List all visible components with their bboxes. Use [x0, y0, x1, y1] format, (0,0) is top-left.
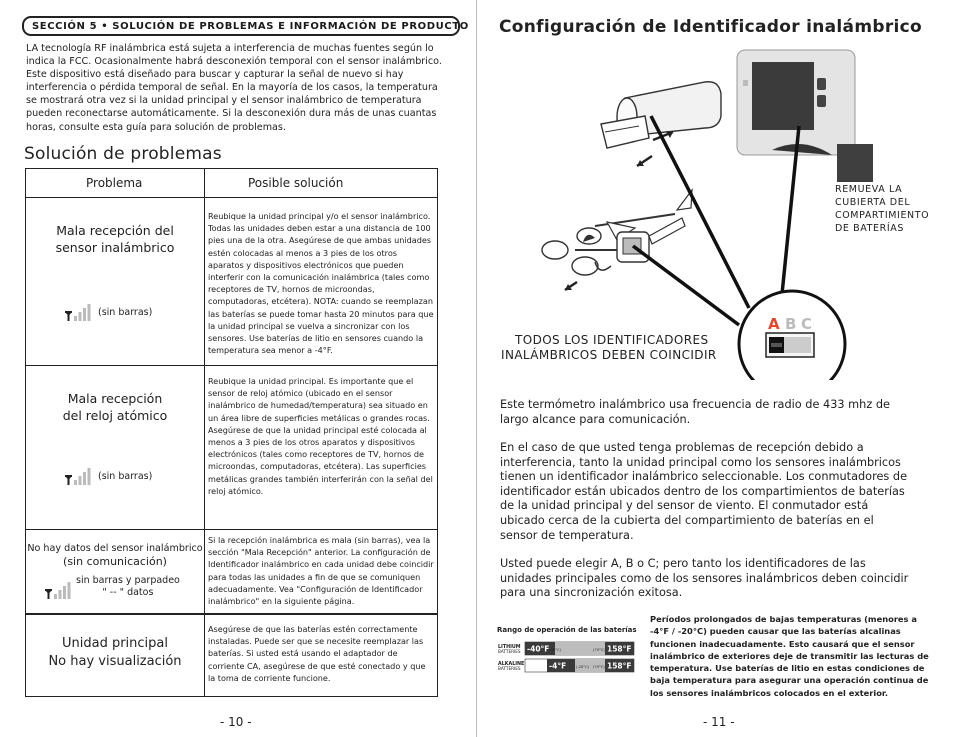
problem-title: sensor inalámbrico [55, 240, 175, 255]
table-row [26, 529, 437, 613]
alkaline-max-c: (70°C) [593, 665, 605, 669]
problem-title: Mala recepción del [56, 223, 174, 238]
page-number: - 11 - [703, 715, 735, 729]
problem-title: Unidad principal [61, 636, 168, 651]
solution-cell: Reubique la unidad principal. Es importante que el sensor de reloj atómico (ubicado en el sensor inalámbrico de humedad/temperatura) sea situado en un área libre de superficies metálicas o grandes rocas. Asegúrese de que la unidad principal esté colocada al menos a 3 pies de los otros aparatos y dispositivos electrónicos (tales como receptores de TV, hornos de microondas, computadoras, etcétera). Las superficies metálicas grandes también interferirán con la señal del reloj atómico. [208, 376, 433, 496]
table-row [26, 365, 437, 529]
right-page [477, 0, 954, 737]
lithium-label: LITHIUM [498, 645, 521, 650]
switch-option-c: C [801, 315, 813, 333]
problem-title: del reloj atómico [62, 408, 168, 423]
table-row [26, 197, 437, 365]
switch-option-a: A [768, 315, 780, 333]
signal-indicator [64, 302, 152, 322]
label-line: INALÁMBRICOS DEBEN COINCIDIR [501, 348, 717, 362]
problem-title: Mala recepción [67, 391, 163, 406]
ids-must-match-label [501, 333, 717, 362]
solution-cell: Reubique la unidad principal y/o el sensor inalámbrico. Todas las unidades deben estar a una distancia de 100 pies una de la otra. Asegúrese de que ambas unidades estén colocadas al menos a 3 pies de los otros aparatos y dispositivos electrónicos que pueden interferir con la comunicación inalámbrica (tales como receptores de TV, hornos de microondas, computadoras, etcétera). NOTA: cuando se reemplazan las baterías se puede tomar hasta 20 minutos para que la unidad principal se vuelva a sincronizar con los sensores. Use baterías de litio en sensores cuando la temperatura sea menor a -4°F. [208, 211, 434, 356]
table-row [26, 613, 437, 696]
problem-title: No hay datos del sensor inalámbrico [27, 543, 203, 554]
signal-text [76, 575, 180, 599]
switch-option-b: B [785, 315, 797, 333]
signal-bars-icon [64, 302, 94, 322]
column-header-problem: Problema [86, 176, 143, 190]
signal-text: (sin barras) [98, 470, 153, 482]
signal-indicator [44, 574, 180, 600]
alkaline-max: 158°F [607, 661, 632, 671]
page-number: - 10 - [220, 715, 252, 729]
signal-text: (sin barras) [98, 306, 153, 318]
alkaline-min: -4°F [549, 661, 567, 671]
wireless-id-heading: Configuración de Identificador inalámbrico [499, 17, 922, 37]
paragraph-abc: Usted puede elegir A, B o C; pero tanto los identificadores de las unidades principales como de los sensores inalámbricos deben coincidir para una sincronización exitosa. [500, 557, 909, 600]
problem-cell [26, 390, 204, 424]
lithium-min-c: (-40°C) [548, 648, 561, 652]
column-header-solution: Posible solución [248, 176, 344, 190]
alkaline-label: ALKALINE [498, 662, 525, 667]
lithium-max: 158°F [607, 644, 632, 654]
alkaline-min-c: (-20°C) [576, 665, 589, 669]
label-line: CUBIERTA DEL [835, 197, 911, 208]
alkaline-label: BATTERIES [498, 666, 521, 671]
signal-bars-icon [64, 466, 94, 486]
battery-range-title: Rango de operación de las baterías [497, 626, 637, 634]
problem-cell [26, 222, 204, 256]
section-header: SECCIÓN 5 • SOLUCIÓN DE PROBLEMAS E INFORMACIÓN DE PRODUCTO [22, 16, 460, 36]
troubleshooting-table [25, 168, 438, 697]
remove-cover-label [835, 184, 929, 234]
signal-line: sin barras y parpadeo [76, 575, 180, 586]
cold-temperature-note: Períodos prolongados de bajas temperaturas (menores a -4°F / -20°C) pueden causar que las baterías alcalinas funcionen inadecuadamente. Esto causará que el sensor inalámbrico de exteriores deje de transmitir las lecturas de temperatura. Use baterías de litio en estas condiciones de baja temperatura para asegurar una operación continua de los sensores inalámbricos colocados en el exterior. [650, 614, 929, 698]
solution-cell: Asegúrese de que las baterías estén correctamente instaladas. Puede ser que se necesite reemplazar las baterías. Si usted está usando el adaptador de corriente CA, asegúrese de que esté conectado y que la toma de corriente funcione. [208, 624, 426, 683]
paragraph-interference: En el caso de que usted tenga problemas de recepción debido a interferencia, tanto la unidad principal como los sensores inalámbricos tienen un identificador inalámbrico seleccionable. Los conmutadores de identificador están ubicados dentro de los compartimientos de baterías de la unidad principal y del sensor de viento. El conmutador está ubicado cerca de la cubierta del compartimiento de baterías en el sensor de temperatura. [500, 441, 908, 542]
problem-cell [26, 635, 204, 671]
id-switch-magnified [739, 291, 845, 380]
intro-paragraph: LA tecnología RF inalámbrica está sujeta a interferencia de muchas fuentes según lo indica la FCC. Ocasionalmente habrá desconexión temporal con el sensor inalámbrico. Este dispositivo está diseñado para buscar y capturar la señal de nuevo si hay interferencia o pérdida temporal de señal. En la mayoría de los casos, la temperatura se mostrará otra vez si la unidad principal y el sensor inalámbrico de temperatura pueden reconectarse automáticamente. Si la desconexión dura más de unas cuantas horas, consulte esta guía para solución de problemas. [26, 43, 442, 133]
lithium-label: BATTERIES [498, 649, 521, 654]
signal-line: " -- " datos [102, 587, 154, 598]
label-line: COMPARTIMIENTO [835, 210, 930, 221]
paragraph-frequency: Este termómetro inalámbrico usa frecuencia de radio de 433 mhz de largo alcance para comunicación. [500, 398, 890, 426]
lithium-max-c: (70°C) [593, 648, 605, 652]
problem-title: No hay visualización [48, 654, 182, 669]
problem-title: (sin comunicación) [63, 555, 167, 568]
temperature-sensor [601, 82, 721, 166]
battery-cover [837, 144, 873, 182]
troubleshooting-heading: Solución de problemas [24, 144, 222, 164]
label-line: TODOS LOS IDENTIFICADORES [515, 333, 709, 347]
label-line: DE BATERÍAS [835, 223, 904, 234]
solution-cell: Si la recepción inalámbrica es mala (sin barras), vea la sección "Mala Recepción" anterior. La configuración de Identificador inalámbrico en cada unidad debe coincidir para todas las unidades a fin de que se comuniquen adecuadamente. Vea "Configuración de Identificador inalámbrico" en la siguiente página. [208, 535, 434, 607]
label-line: REMUEVA LA [835, 184, 903, 195]
lithium-min: -40°F [527, 644, 550, 654]
signal-indicator [64, 466, 152, 486]
battery-range-chart [497, 640, 635, 674]
problem-cell [26, 542, 204, 569]
wireless-id-illustration [477, 40, 954, 380]
signal-bars-icon [44, 580, 74, 600]
